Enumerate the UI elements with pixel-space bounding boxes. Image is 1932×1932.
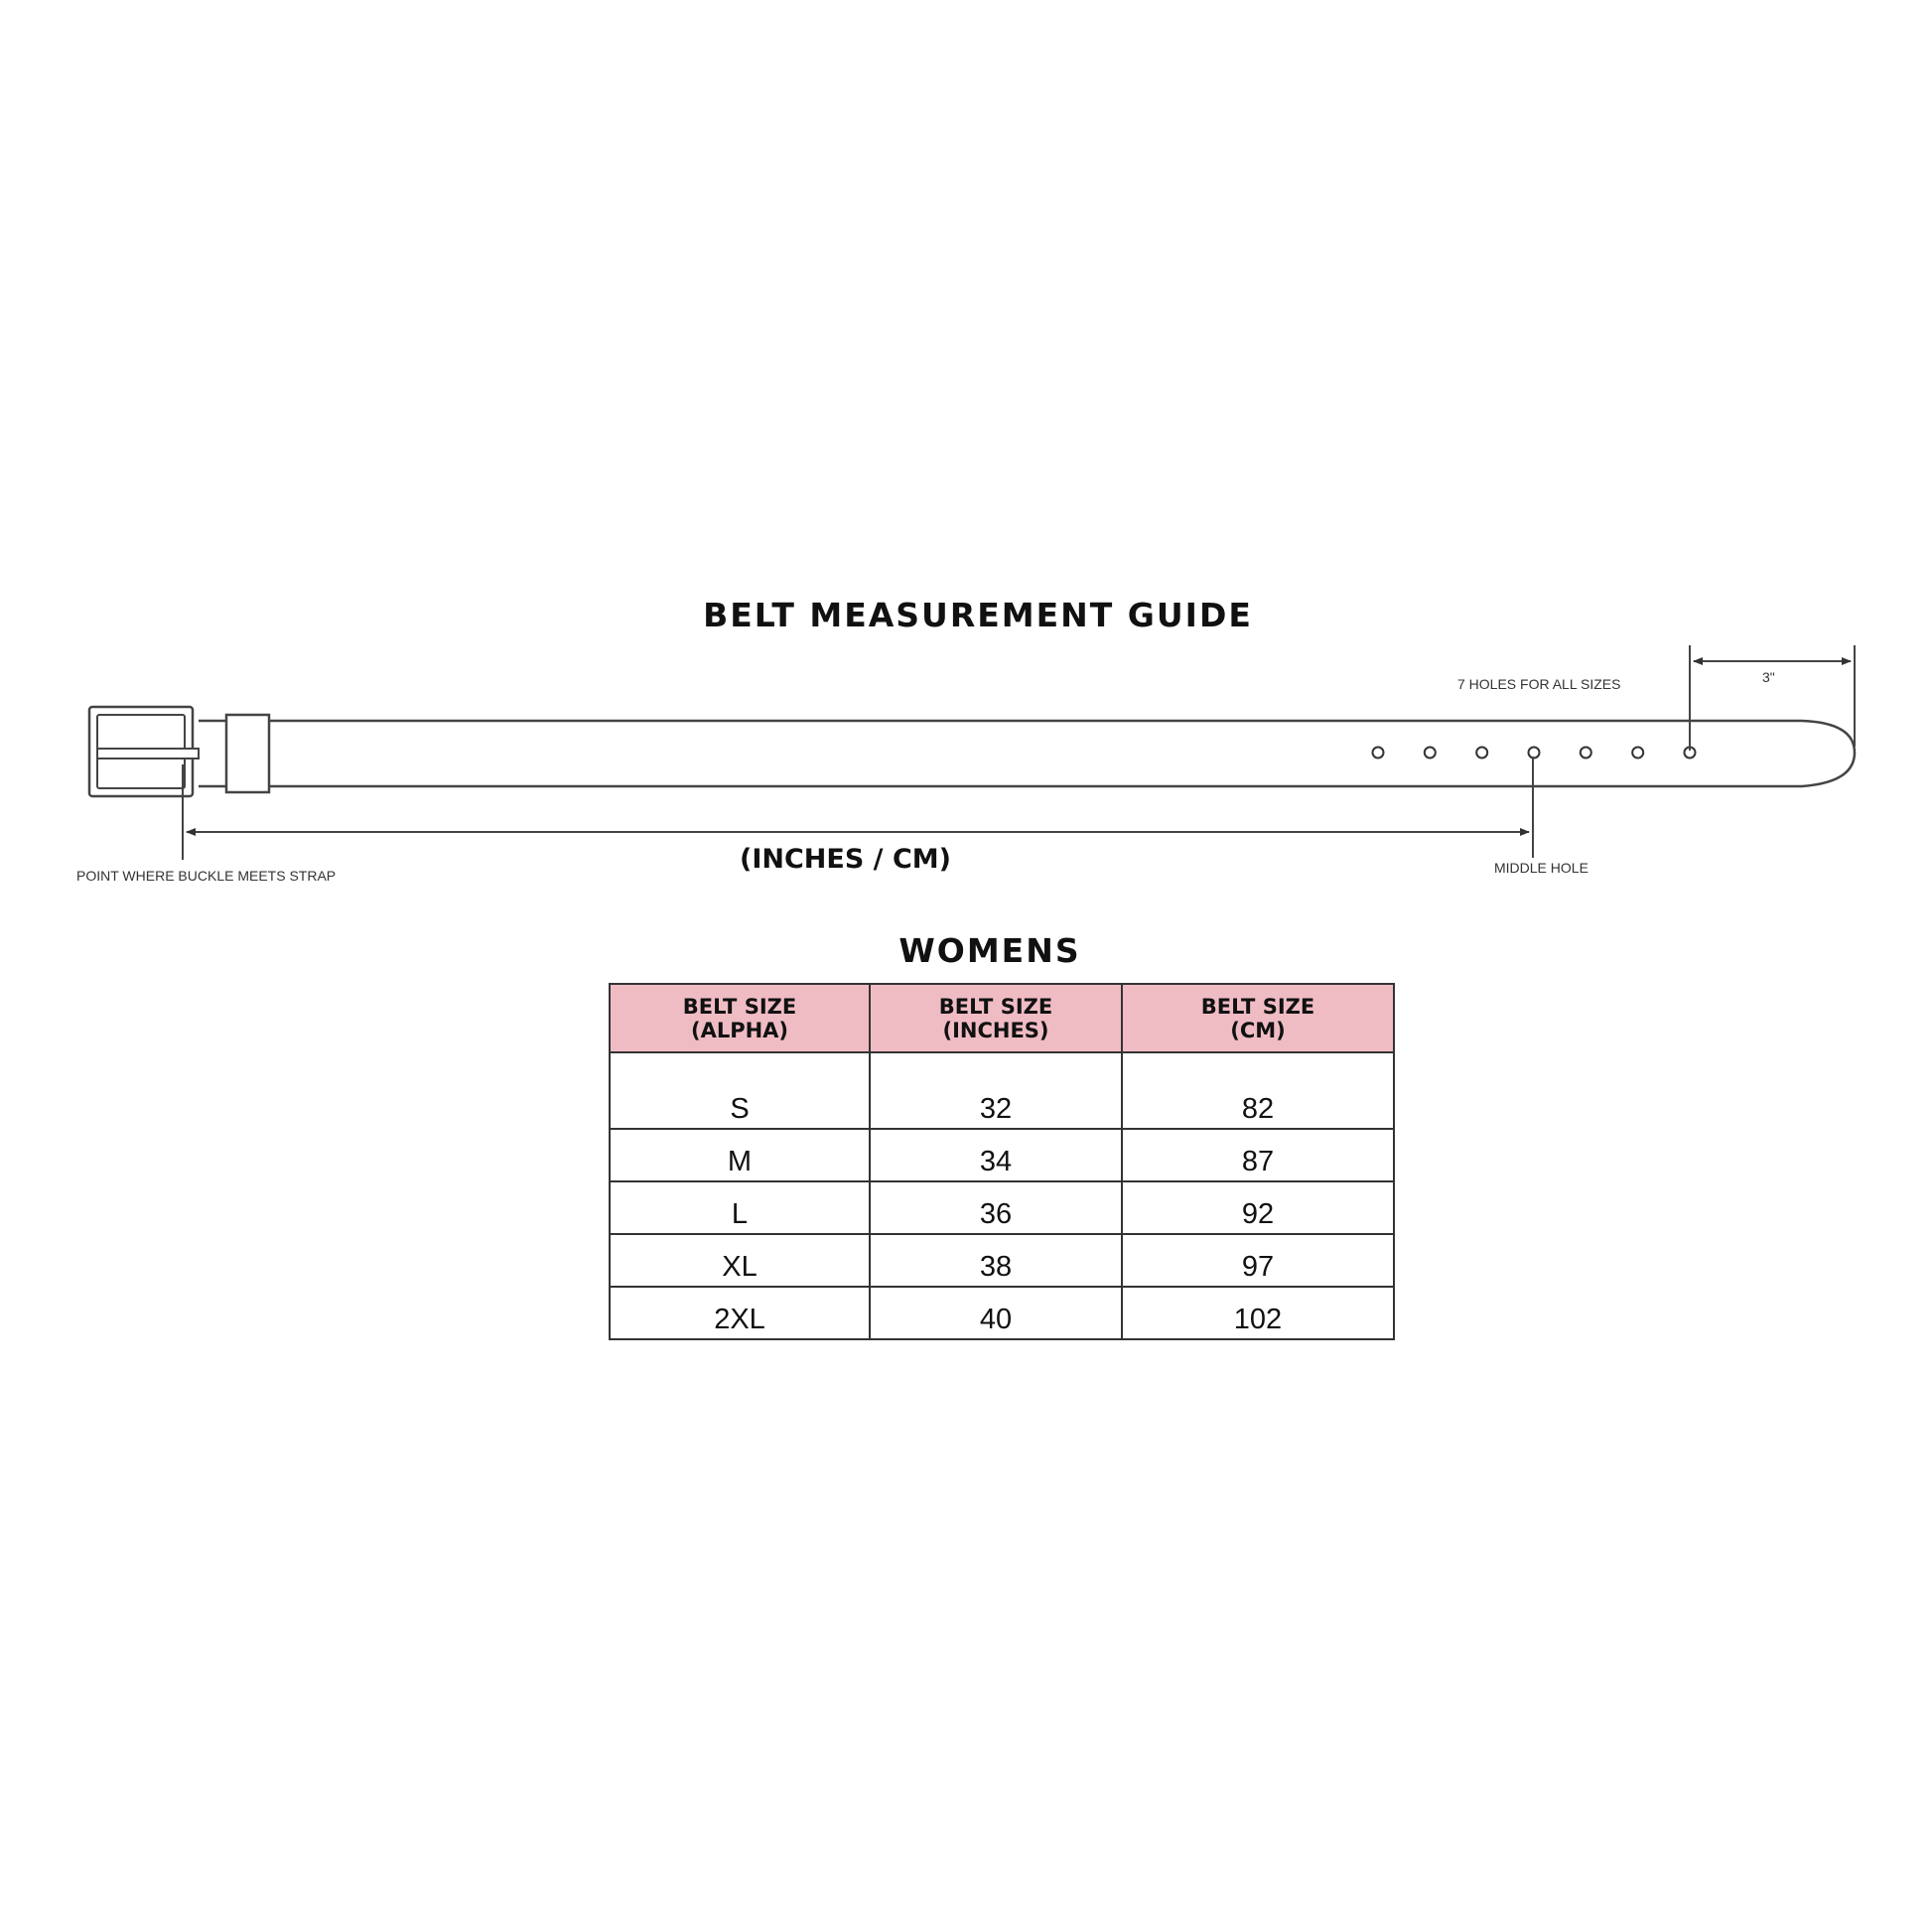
header-cm-line2: (CM) (1230, 1018, 1286, 1042)
header-alpha-line2: (ALPHA) (690, 1018, 789, 1042)
header-inches (870, 984, 1122, 1052)
cell-cm: 87 (1122, 1129, 1394, 1181)
cell-alpha: S (610, 1052, 870, 1129)
cell-alpha: M (610, 1129, 870, 1181)
header-inches-line1: BELT SIZE (938, 994, 1053, 1019)
buckle-point-label: POINT WHERE BUCKLE MEETS STRAP (76, 868, 337, 884)
cell-inches: 40 (870, 1287, 1122, 1339)
page-title: BELT MEASUREMENT GUIDE (703, 596, 1253, 634)
table-row (610, 1052, 1394, 1129)
table-header-row (610, 984, 1394, 1052)
belt-hole (1529, 748, 1540, 759)
table-row (610, 1129, 1394, 1181)
header-cm (1122, 984, 1394, 1052)
cell-inches: 38 (870, 1234, 1122, 1287)
belt-hole (1373, 748, 1384, 759)
tip-length-label: 3" (1762, 669, 1775, 685)
header-inches-line2: (INCHES) (942, 1018, 1049, 1042)
holes-label: 7 HOLES FOR ALL SIZES (1457, 676, 1621, 692)
cell-cm: 82 (1122, 1052, 1394, 1129)
units-label: (INCHES / CM) (740, 844, 951, 875)
table-row (610, 1287, 1394, 1339)
cell-inches: 32 (870, 1052, 1122, 1129)
cell-inches: 36 (870, 1181, 1122, 1234)
header-alpha-line1: BELT SIZE (682, 994, 797, 1019)
cell-inches: 34 (870, 1129, 1122, 1181)
middle-hole-label: MIDDLE HOLE (1494, 860, 1588, 876)
belt-holes (1373, 748, 1696, 759)
belt-strap (199, 721, 1855, 786)
belt-hole (1581, 748, 1591, 759)
belt-keeper (226, 715, 269, 792)
belt-hole (1425, 748, 1436, 759)
table-row (610, 1181, 1394, 1234)
cell-alpha: XL (610, 1234, 870, 1287)
cell-cm: 97 (1122, 1234, 1394, 1287)
belt-hole (1476, 748, 1487, 759)
size-table (609, 983, 1395, 1340)
cell-cm: 102 (1122, 1287, 1394, 1339)
cell-cm: 92 (1122, 1181, 1394, 1234)
belt-hole (1632, 748, 1643, 759)
cell-alpha: L (610, 1181, 870, 1234)
header-cm-line1: BELT SIZE (1200, 994, 1315, 1019)
cell-alpha: 2XL (610, 1287, 870, 1339)
table-row (610, 1234, 1394, 1287)
header-alpha (610, 984, 870, 1052)
section-title-womens: WOMENS (898, 931, 1081, 970)
